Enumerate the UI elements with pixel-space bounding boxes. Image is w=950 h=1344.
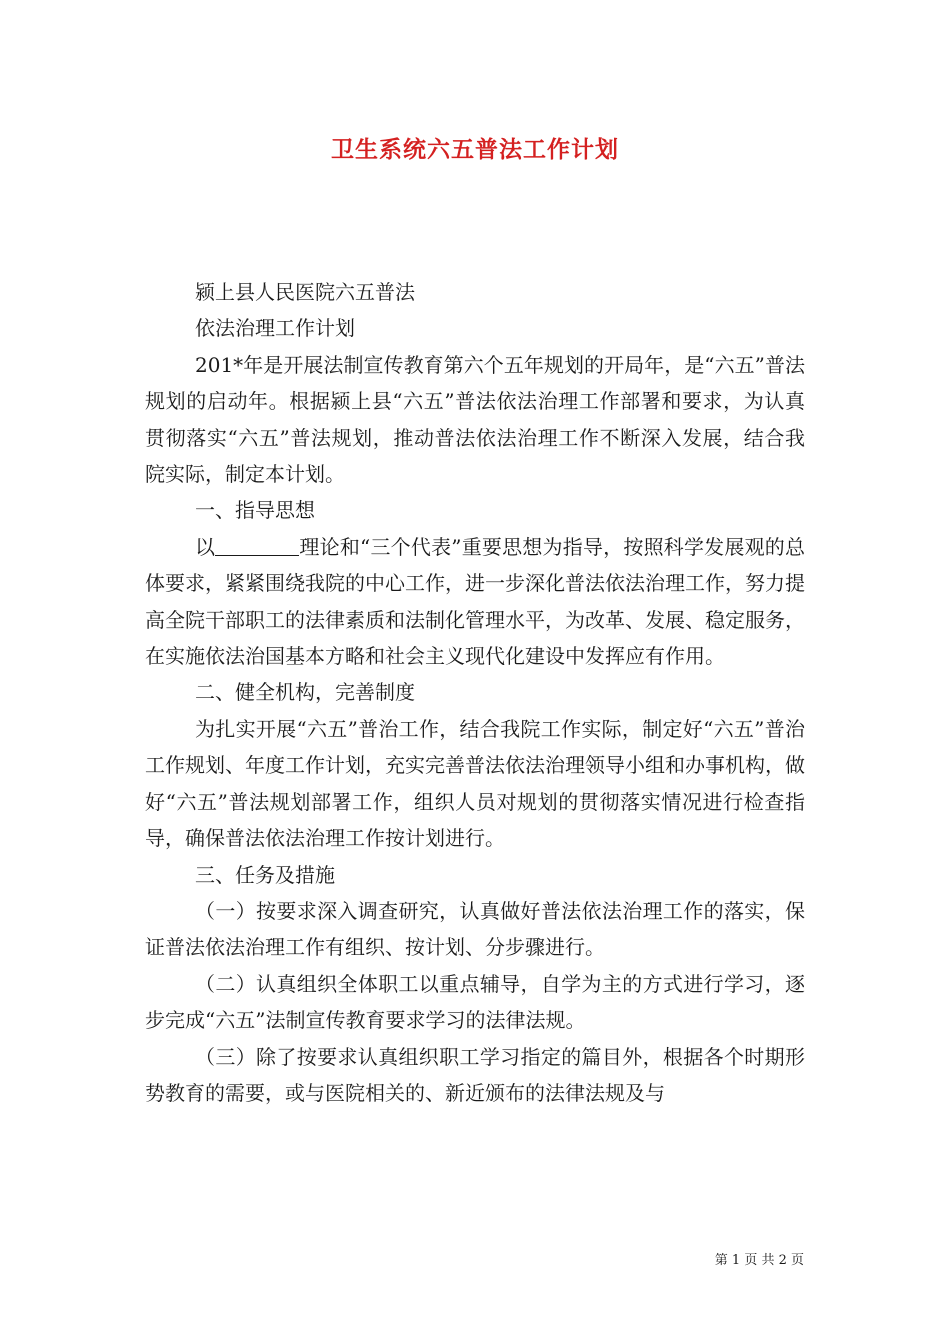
header-line-1: 颍上县人民医院六五普法 bbox=[195, 280, 415, 304]
section-3-heading: 三、任务及措施 bbox=[195, 862, 335, 887]
header-line-2: 依法治理工作计划 bbox=[195, 316, 355, 341]
task-item-2: （二）认真组织全体职工以重点辅导，自学为主的方式进行学习，逐步完成“六五”法制宣传教育要求学习的法律法规。 bbox=[145, 971, 805, 1033]
section-1-prefix: 以 bbox=[195, 534, 216, 559]
document-body bbox=[145, 274, 805, 1111]
task-item-3: （三）除了按要求认真组织职工学习指定的篇目外，根据各个时期形势教育的需要，或与医院相关的、新近颁布的法律法规及与 bbox=[145, 1044, 805, 1105]
page-number: 第 1 页 共 2 页 bbox=[714, 1253, 804, 1268]
section-1-body: 理论和“三个代表”重要思想为指导，按照科学发展观的总体要求，紧紧围绕我院的中心工作，进一步深化普法依法治理工作，努力提高全院干部职工的法律素质和法制化管理水平，为改革、发展、稳定服务，在实施依法治国基本方略和社会主义现代化建设中发挥应有作用。 bbox=[145, 534, 806, 669]
section-1-paragraph bbox=[145, 529, 805, 675]
intro-paragraph: 201*年是开展法制宣传教育第六个五年规划的开局年，是“六五”普法规划的启动年。根据颍上县“六五”普法依法治理工作部署和要求，为认真贯彻落实“六五”普法规划，推动普法依法治理工作不断深入发展，结合我院实际，制定本计划。 bbox=[145, 352, 805, 487]
section-1-heading: 一、指导思想 bbox=[195, 498, 315, 523]
document-title: 卫生系统六五普法工作计划 bbox=[331, 136, 619, 163]
blank-underline bbox=[215, 535, 299, 556]
section-2-heading: 二、健全机构，完善制度 bbox=[195, 680, 415, 705]
section-2-paragraph: 为扎实开展“六五”普治工作，结合我院工作实际，制定好“六五”普治工作规划、年度工作计划，充实完善普法依法治理领导小组和办事机构，做好“六五”普法规划部署工作，组织人员对规划的贯彻落实情况进行检查指导，确保普法依法治理工作按计划进行。 bbox=[145, 716, 805, 851]
task-item-1: （一）按要求深入调查研究，认真做好普法依法治理工作的落实，保证普法依法治理工作有组织、按计划、分步骤进行。 bbox=[145, 898, 805, 960]
